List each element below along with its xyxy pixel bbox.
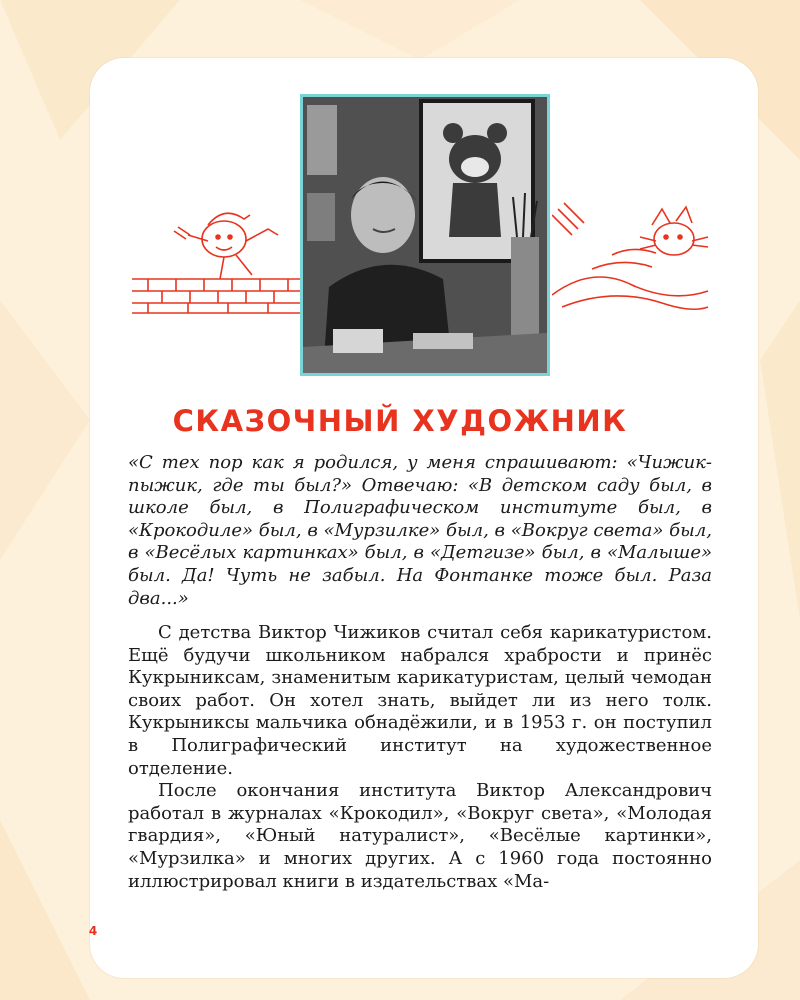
article-body [128, 622, 712, 893]
article-title: СКАЗОЧНЫЙ ХУДОЖНИК [172, 404, 628, 438]
artist-photo-image [303, 97, 547, 373]
artist-quote: «С тех пор как я родился, у меня спрашивают: «Чижик-пыжик, где ты был?» Отвечаю: «В детском саду был, в школе был, в Полиграфическом институте был, в «Крокодиле» был, в «Мурзилке» был, в «Вокруг света» был, в «Весёлых картинках» был, в «Детгизе» был, в «Малыше» был. Да! Чуть не забыл. На Фонтанке тоже был. Раза два...» [128, 452, 712, 609]
page-number: 4 [88, 924, 98, 938]
paragraph: После окончания института Виктор Александрович работал в журналах «Крокодил», «Вокруг света», «Молодая гвардия», «Юный натуралист», «Весёлые картинки», «Мурзилка» и многих других. А с 1960 года постоянно иллюстрировал книги в издательствах «Ма- [128, 780, 712, 892]
left-sketch-illustration [128, 195, 300, 315]
right-sketch-illustration [552, 195, 710, 325]
artist-photo [300, 94, 550, 376]
paragraph: С детства Виктор Чижиков считал себя карикатуристом. Ещё будучи школьником набрался храбрости и принёс Кукрыниксам, знаменитым карикатуристам, целый чемодан своих работ. Он хотел знать, выйдет ли из него толк. Кукрыниксы мальчика обнадёжили, и в 1953 г. он поступил в Полиграфический институт на художественное отделение. [128, 622, 712, 779]
